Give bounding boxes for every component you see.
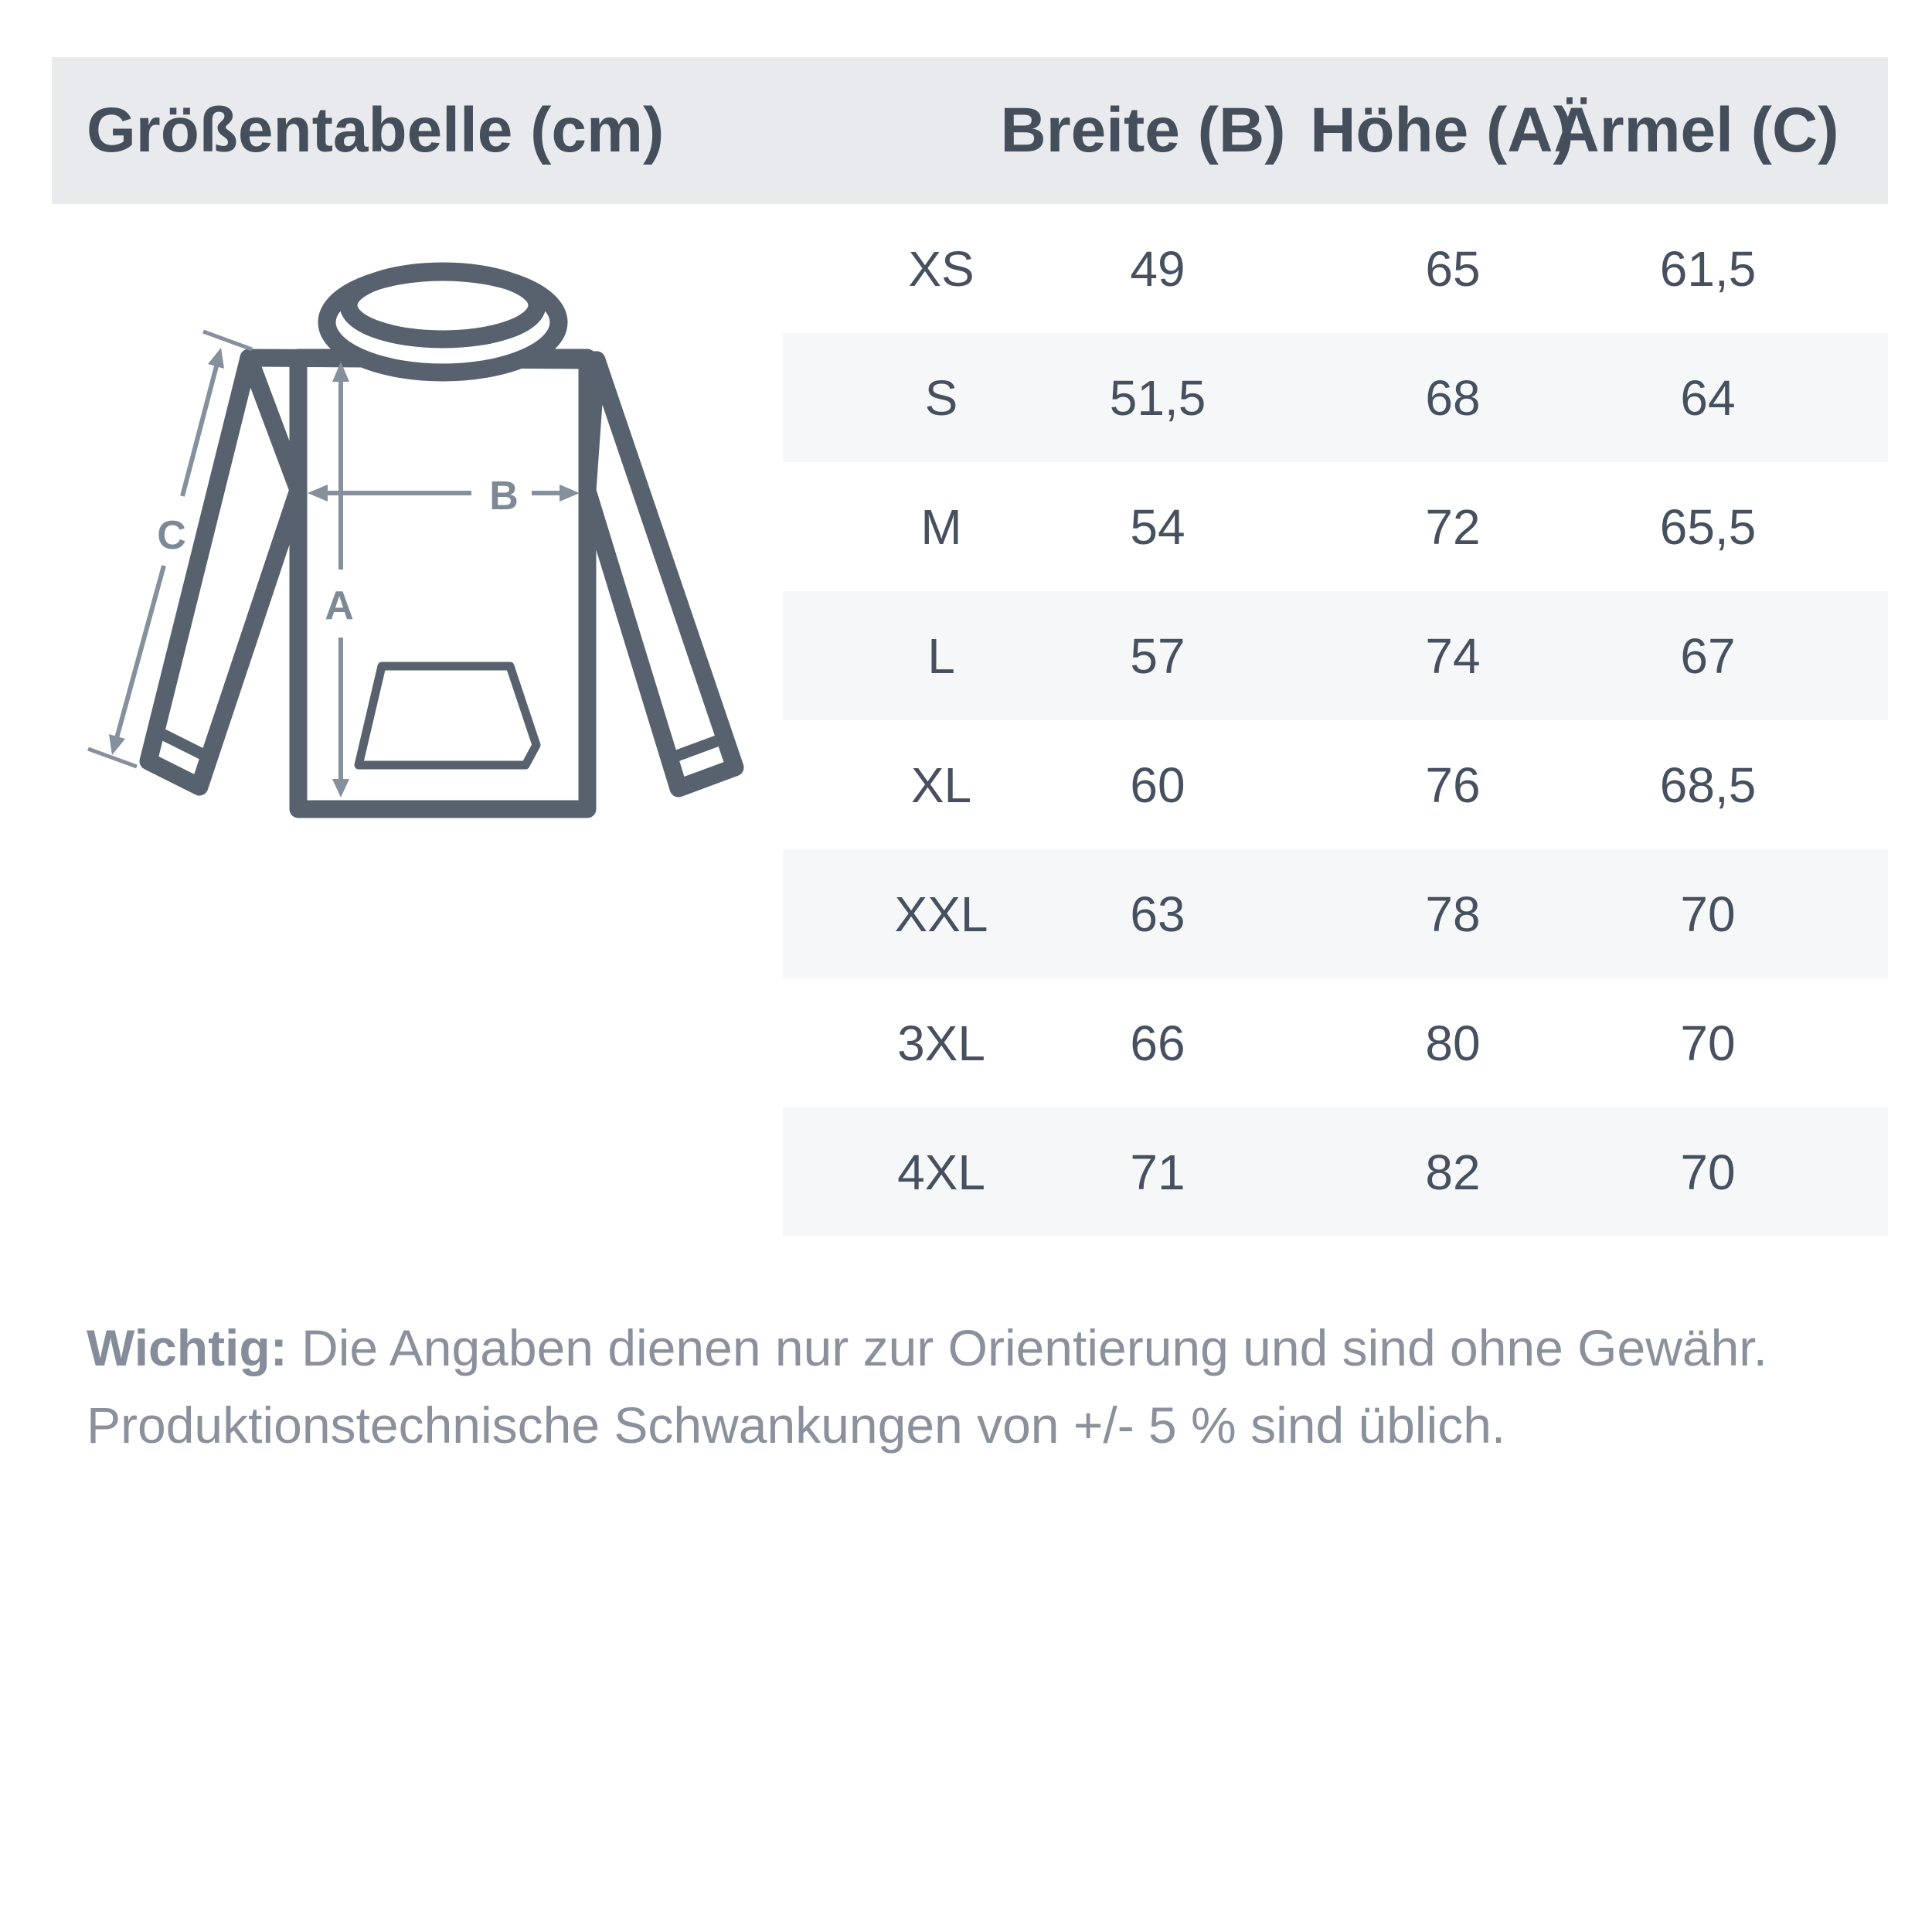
aermel-value: 70: [1680, 1144, 1736, 1200]
kangaroo-pocket: [359, 666, 536, 765]
size-label: M: [920, 498, 962, 555]
column-header-aermel: Ärmel (C): [1553, 95, 1839, 165]
disclaimer-label: Wichtig:: [87, 1319, 287, 1376]
table-row-3xl: [783, 978, 1888, 1107]
column-header-hoehe: Höhe (A): [1310, 95, 1574, 165]
breite-value: 71: [1130, 1144, 1185, 1200]
table-row-s: [783, 333, 1888, 462]
hoehe-value: 72: [1425, 498, 1481, 555]
aermel-value: 65,5: [1659, 498, 1757, 555]
hoehe-value: 82: [1425, 1144, 1481, 1200]
label-c: C: [157, 513, 186, 558]
label-b: B: [489, 474, 519, 519]
size-label: XS: [908, 240, 975, 297]
size-label: S: [924, 369, 958, 426]
size-label: 4XL: [897, 1144, 985, 1200]
size-label: 3XL: [897, 1015, 985, 1071]
aermel-value: 70: [1680, 1015, 1736, 1071]
hoehe-value: 80: [1425, 1015, 1481, 1071]
hoodie-measurement-diagram-icon: [46, 216, 788, 873]
breite-value: 49: [1130, 240, 1185, 297]
breite-value: 57: [1130, 628, 1185, 684]
disclaimer-note: [87, 1309, 1926, 1464]
hoodie-right-sleeve: [587, 360, 735, 788]
hoehe-value: 76: [1425, 757, 1481, 813]
disclaimer-line1: Die Angaben dienen nur zur Orientierung und sind ohne Gewähr.: [287, 1319, 1767, 1376]
size-label: L: [927, 628, 955, 684]
aermel-value: 68,5: [1659, 757, 1757, 813]
label-a: A: [325, 583, 354, 628]
aermel-value: 64: [1680, 369, 1736, 426]
table-row-xl: [783, 720, 1888, 849]
breite-value: 63: [1130, 886, 1185, 942]
table-row-m: [783, 462, 1888, 591]
disclaimer-line2: Produktionstechnische Schwankungen von +/- 5 % sind üblich.: [87, 1396, 1506, 1454]
table-row-4xl: [783, 1107, 1888, 1236]
table-row-l: [783, 591, 1888, 720]
breite-value: 51,5: [1109, 369, 1206, 426]
hoehe-value: 65: [1425, 240, 1481, 297]
hoehe-value: 74: [1425, 628, 1481, 684]
table-row-xs: [783, 204, 1888, 333]
table-header-bar: [52, 57, 1888, 204]
table-row-xxl: [783, 849, 1888, 978]
size-label: XXL: [894, 886, 988, 942]
page-title: Größentabelle (cm): [87, 95, 665, 165]
size-label: XL: [910, 757, 972, 813]
aermel-value: 67: [1680, 628, 1736, 684]
breite-value: 66: [1130, 1015, 1185, 1071]
hoodie-left-sleeve: [148, 358, 298, 787]
hoehe-value: 78: [1425, 886, 1481, 942]
aermel-value: 61,5: [1659, 240, 1757, 297]
hoehe-value: 68: [1425, 369, 1481, 426]
aermel-value: 70: [1680, 886, 1736, 942]
breite-value: 54: [1130, 498, 1185, 555]
breite-value: 60: [1130, 757, 1185, 813]
column-header-breite: Breite (B): [1000, 95, 1286, 165]
